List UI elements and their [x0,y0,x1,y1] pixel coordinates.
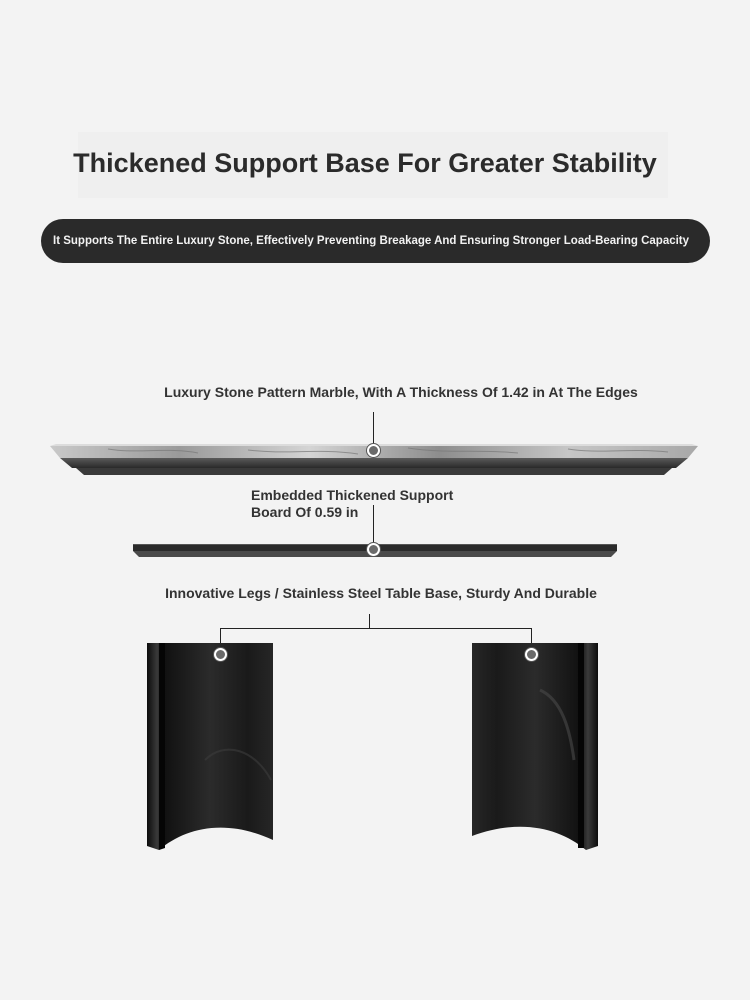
legs-callout-label: Innovative Legs / Stainless Steel Table Base, Sturdy And Durable [165,585,597,601]
page-title: Thickened Support Base For Greater Stability [73,148,657,178]
board-callout-label [251,487,491,521]
left-leg-dot [214,648,227,661]
marble-callout-dot [367,444,380,457]
marble-callout-label: Luxury Stone Pattern Marble, With A Thickness Of 1.42 in At The Edges [164,384,638,400]
right-leg-dot [525,648,538,661]
subtitle-banner [41,219,710,263]
board-callout-line1: Embedded Thickened Support [251,487,454,503]
subtitle-text: It Supports The Entire Luxury Stone, Effectively Preventing Breakage And Ensuring Stronger Load-Bearing Capacity [53,235,690,247]
legs-callout-bracket [220,628,532,629]
board-callout-dot [367,543,380,556]
left-leg-image [145,640,277,852]
board-callout-line2: Board Of 0.59 in [251,504,359,520]
legs-callout-stem [369,614,370,628]
board-callout-line [373,505,374,545]
right-leg-image [470,640,602,852]
